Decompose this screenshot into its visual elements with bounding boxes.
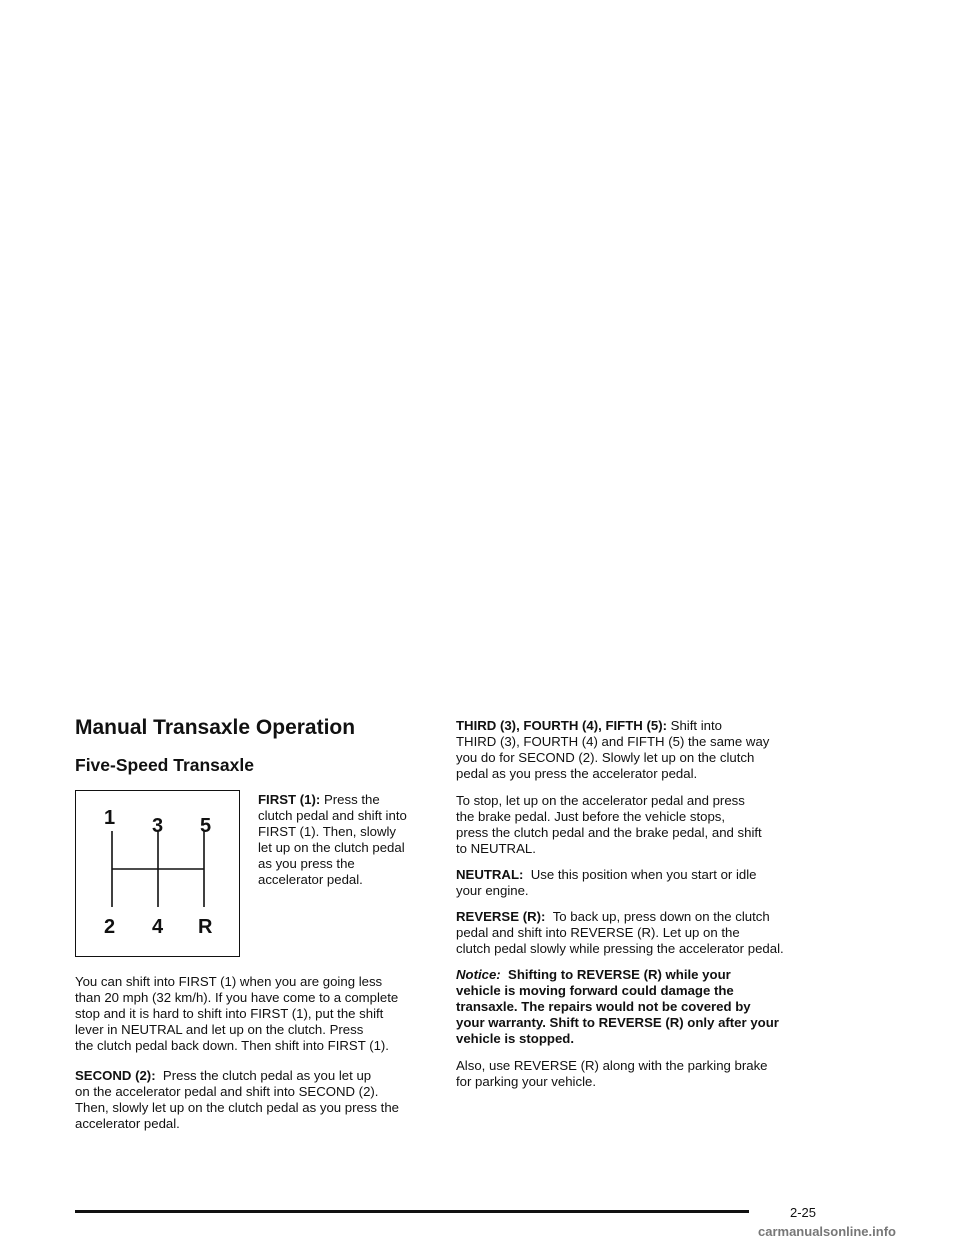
first-gear-note-paragraph: You can shift into FIRST (1) when you are going less than 20 mph (32 km/h). If you have come to a complete stop and it is hard to shift into FIRST (1), put the shift lever in NEUTRAL and let up on the clutch. Press the clutch pedal back down. Then shift into FIRST (1). [75,974,399,1053]
notice-paragraph: Notice: Shifting to REVERSE (R) while your vehicle is moving forward could damage the transaxle. The repairs would not be covered by your warranty. Shift to REVERSE (R) only after your vehicle is stopped. [456,967,779,1046]
page-number: 2-25 [790,1205,817,1220]
gear-label-1: 1 [104,807,116,829]
reverse-paragraph: REVERSE (R): To back up, press down on the clutch pedal and shift into REVERSE (R). Let up on the clutch pedal slowly while pressing the accelerator pedal. [456,909,784,956]
first-gear-paragraph: FIRST (1): Press the clutch pedal and shift into FIRST (1). Then, slowly let up on the clutch pedal as you press the accelerator pedal. [258,792,407,887]
page-heading: Manual Transaxle Operation [75,716,356,739]
shift-pattern-diagram [75,790,240,957]
gear-label-4: 4 [152,916,164,938]
third-fourth-fifth-paragraph: THIRD (3), FOURTH (4), FIFTH (5): Shift into THIRD (3), FOURTH (4) and FIFTH (5) the same way you do for SECOND (2). Slowly let up on the clutch pedal as you press the accelerator pedal. [456,718,770,781]
first-gear-label: FIRST (1): [258,792,321,807]
notice-label: Notice: [456,967,501,982]
watermark: carmanualsonline.info [758,1224,896,1239]
parking-paragraph: Also, use REVERSE (R) along with the parking brake for parking your vehicle. [456,1058,768,1089]
reverse-label: REVERSE (R): [456,909,546,924]
second-gear-label: SECOND (2): [75,1068,156,1083]
gear-label-5: 5 [200,815,212,837]
gear-label-3: 3 [152,815,164,837]
stopping-paragraph: To stop, let up on the accelerator pedal and press the brake pedal. Just before the vehicle stops, press the clutch pedal and the brake pedal, and shift to NEUTRAL. [456,793,762,856]
third-fourth-fifth-label: THIRD (3), FOURTH (4), FIFTH (5): [456,718,667,733]
gear-label-r: R [198,916,213,938]
section-heading: Five-Speed Transaxle [75,755,254,775]
neutral-label: NEUTRAL: [456,867,524,882]
neutral-paragraph: NEUTRAL: Use this position when you start or idle your engine. [456,867,757,898]
gear-label-2: 2 [104,916,116,938]
footer-rule [75,1210,749,1213]
second-gear-paragraph: SECOND (2): Press the clutch pedal as you let up on the accelerator pedal and shift into SECOND (2). Then, slowly let up on the clutch pedal as you press the accelerator pedal. [75,1068,400,1131]
